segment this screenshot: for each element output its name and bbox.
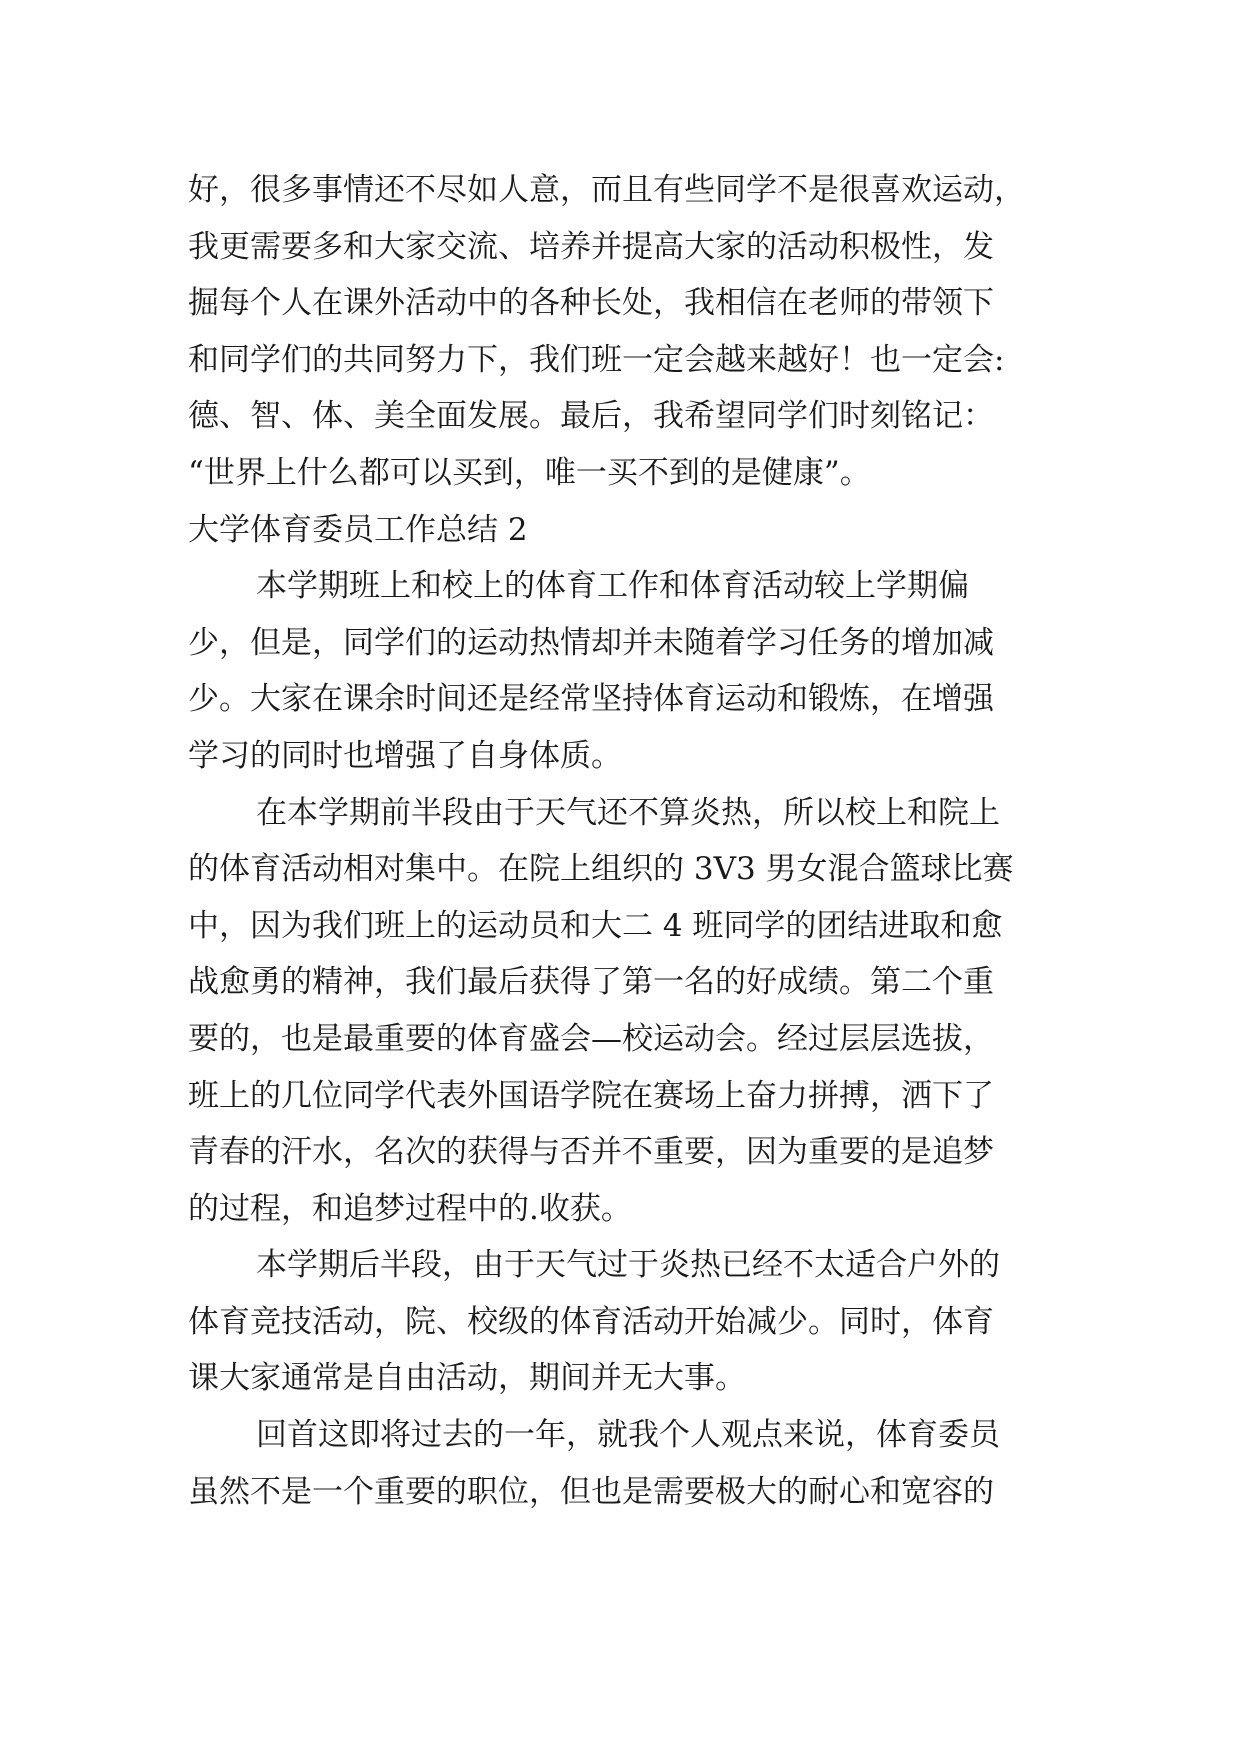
text-line: 的体育活动相对集中。在院上组织的 3V3 男女混合篮球比赛 bbox=[188, 851, 1014, 888]
text-line: 掘每个人在课外活动中的各种长处，我相信在老师的带领下 bbox=[188, 285, 994, 322]
text-line: 少，但是，同学们的运动热情却并未随着学习任务的增加减 bbox=[188, 624, 994, 661]
text-line: 中，因为我们班上的运动员和大二 4 班同学的团结进取和愈 bbox=[188, 907, 1003, 944]
text-line: 虽然不是一个重要的职位，但也是需要极大的耐心和宽容的 bbox=[188, 1473, 994, 1510]
text-line: 学习的同时也增强了自身体质。 bbox=[188, 737, 622, 774]
text-line: 德、智、体、美全面发展。最后，我希望同学们时刻铭记： bbox=[188, 398, 994, 435]
paragraph-first-line: 本学期班上和校上的体育工作和体育活动较上学期偏 bbox=[256, 568, 969, 605]
text-line: “世界上什么都可以买到，唯一买不到的是健康”。 bbox=[188, 454, 871, 491]
text-line: 和同学们的共同努力下，我们班一定会越来越好！也一定会: bbox=[188, 341, 1005, 378]
text-line: 班上的几位同学代表外国语学院在赛场上奋力拼搏，洒下了 bbox=[188, 1077, 994, 1114]
text-line: 要的，也是最重要的体育盛会—校运动会。经过层层选拔， bbox=[188, 1020, 994, 1057]
text-line: 好，很多事情还不尽如人意，而且有些同学不是很喜欢运动， bbox=[188, 172, 1025, 208]
paragraph-first-line: 在本学期前半段由于天气还不算炎热，所以校上和院上 bbox=[256, 794, 1000, 831]
text-line: 我更需要多和大家交流、培养并提高大家的活动积极性，发 bbox=[188, 228, 994, 265]
text-line: 战愈勇的精神，我们最后获得了第一名的好成绩。第二个重 bbox=[188, 964, 994, 1001]
document-body bbox=[188, 162, 1058, 1520]
text-line: 青春的汗水，名次的获得与否并不重要，因为重要的是追梦 bbox=[188, 1134, 994, 1171]
text-line: 的过程，和追梦过程中的.收获。 bbox=[188, 1190, 632, 1227]
section-heading: 大学体育委员工作总结 2 bbox=[188, 511, 528, 548]
text-line: 体育竞技活动，院、校级的体育活动开始减少。同时，体育 bbox=[188, 1303, 994, 1340]
text-line: 少。大家在课余时间还是经常坚持体育运动和锻炼，在增强 bbox=[188, 681, 994, 718]
paragraph-first-line: 回首这即将过去的一年，就我个人观点来说，体育委员 bbox=[256, 1417, 1000, 1454]
paragraph-first-line: 本学期后半段，由于天气过于炎热已经不太适合户外的 bbox=[256, 1247, 1000, 1284]
text-line: 课大家通常是自由活动，期间并无大事。 bbox=[188, 1360, 746, 1397]
